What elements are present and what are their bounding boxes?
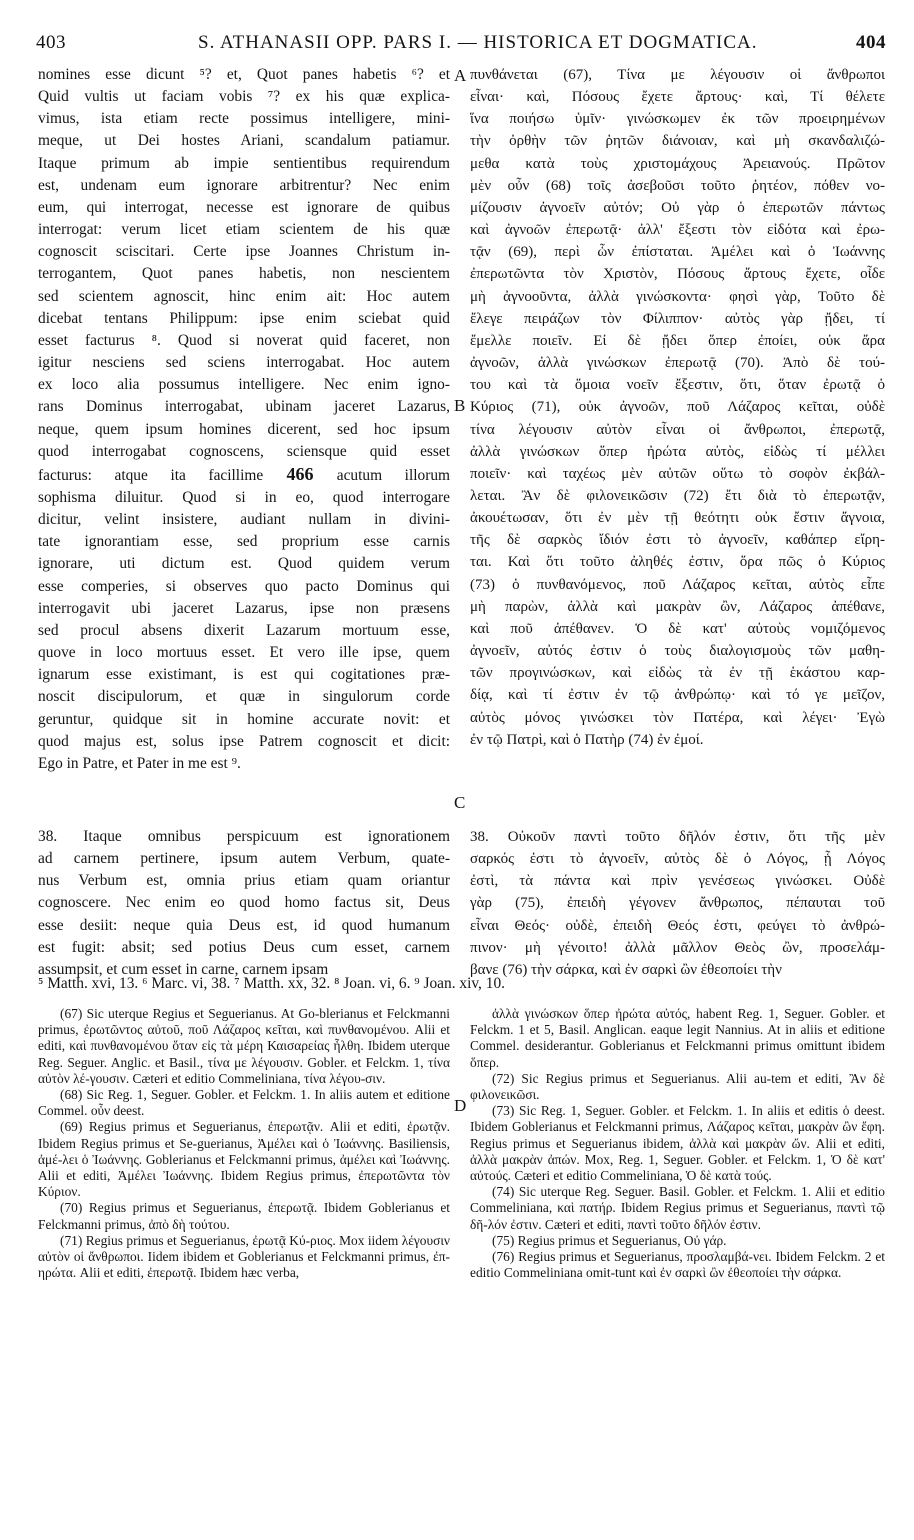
text-line: quod majus est, solus ipse Patrem cognoscit et dicit: xyxy=(38,732,450,750)
text-line: βανε (76) τὴν σάρκα, καὶ ἐν σαρκὶ ὢν ἐθεοποίει τὴν xyxy=(470,961,782,978)
text-line: ἀκουέτωσαν, ὅτι ἐν μὲν τῇ θεότητι οὐκ ἔστιν ἄγνοια, xyxy=(470,510,885,527)
page-number-right: 404 xyxy=(856,32,886,53)
text-line: εἶναι· καὶ, Πόσους ἔχετε ἄρτους· καὶ, Τί θέλετε xyxy=(470,89,885,106)
text-line: λεται. Ἂν δὲ φιλονεικῶσιν (72) ἔτι διὰ τὸ ἐπερωτᾷν, xyxy=(470,487,885,504)
footnote: (75) Regius primus et Seguerianus, Οὐ γάρ. xyxy=(492,1232,727,1248)
text-line: ἔλεγε πειράζων τὸν Φίλιππον· αὐτὸς γὰρ ᾔδει, τί xyxy=(470,310,885,327)
text-line: Quid vultis ut faciam vobis ⁷? ex his quæ explica- xyxy=(38,88,450,106)
notes-right-column xyxy=(470,1006,885,1281)
text-line: meque, ut Dei hostes Ariani, scandalum patiamur. xyxy=(38,132,450,150)
text-line: τᾷν (69), περὶ ὧν ἐπίσταται. Ἀμέλει καὶ ὁ Ἰωάννης xyxy=(470,244,885,261)
text-line: sed procul absens dixerit Lazarum mortuum esse, xyxy=(38,621,450,639)
text-line: ignarum esse existimant, is est qui cogitationes præ- xyxy=(38,666,450,684)
text-line: τὴν ὀρθὴν τῶν ῥητῶν διάνοιαν, καὶ μὴ σκανδαλιζώ- xyxy=(470,133,885,150)
footnote: (72) Sic Regius primus et Seguerianus. Alii au-tem et editi, Ἂν δὲ φιλονεικῶσι. xyxy=(470,1070,885,1103)
text-line: sed scientem agnoscit, hinc enim ait: Hoc autem xyxy=(38,287,450,305)
greek-column-upper xyxy=(470,64,885,751)
text-line: quod interrogabat cognoscens, sciensque quid esset xyxy=(38,442,450,460)
text-line: ται. Καὶ ὅτι τοῦτο ἀληθές ἐστιν, ὅρα πῶς ὁ Κύριος xyxy=(470,554,885,571)
text-line: ἵνα ποιήσω ὑμῖν· γινώσκωμεν ἐκ τῶν προειρημένων xyxy=(470,111,885,128)
text-line: quove in loco mortuus esset. Et vero ille ipse, quem xyxy=(38,644,450,662)
text-line: ἀγνοεῖν, αὐτός ἐστιν ὁ τοὺς διαλογισμοὺς τῶν μαθη- xyxy=(470,643,885,660)
text-line: cognoscit sciscitari. Certe ipse Joannes Christum in- xyxy=(38,243,450,261)
text-line: ἐστὶ, τὰ πάντα καὶ πρὶν γενέσεως γινώσκει. Οὐδὲ xyxy=(470,873,885,890)
text-line: μὴ ἀγνοοῦντα, ἀλλὰ γινώσκοντα· φησὶ γὰρ, Τοῦτο δὲ xyxy=(470,288,885,305)
text-line: ignorare, uti dictum est. Quod quidem verum xyxy=(38,555,450,573)
footnote: (69) Regius primus et Seguerianus, ἐπερωτᾷν. Alii et editi, ἐρωτᾷν. Ibidem Regius primus et Se-guerianus, Ἀμέλει καὶ ὁ Ἰωάννης. Basiliensis, ἀμέ-λει ὁ Ἰωάννης. Goblerianus et Felckmanni primus, ἀμέλει καὶ Ἰωάννης. Alii et editi, Ἀμέλει Ἰωάννης. Ibidem Regius primus, ἐπερωτῶντα τὸν Κύριον. xyxy=(38,1119,450,1200)
text-line: τίνα λέγουσιν αὐτὸν εἶναι οἱ ἄνθρωποι, ἐπερωτᾷ, xyxy=(470,421,885,438)
section-marker-c: C xyxy=(454,793,466,812)
footnote: (74) Sic uterque Reg. Seguer. Basil. Gobler. et Felckm. 1. Alii et editio Commeliniana, καὶ πατήρ. Ibidem Regius primus et Seguerianus, παντὶ τῷ δῆ-λόν ἐστιν. Cæteri et editi, παντὶ τοῦτο δῆλόν ἐστιν. xyxy=(470,1184,885,1232)
text-line: εἶναι Θεός· οὐδὲ, ἐπειδὴ Θεός ἐστι, φεύγει τὸ ἀνθρώ- xyxy=(470,917,885,934)
text-line: neque, quem ipsum homines dicerent, sed hoc ipsum xyxy=(38,420,450,438)
text-line: ex loco alia possumus intelligere. Nec enim igno- xyxy=(38,376,450,394)
footnote: (68) Sic Reg. 1, Seguer. Gobler. et Felckm. 1. In aliis autem et editione Commel. οὖν deest. xyxy=(38,1087,450,1119)
scripture-references: ⁵ Matth. xvi, 13. ⁶ Marc. vi, 38. ⁷ Matth. xx, 32. ⁸ Joan. vi, 6. ⁹ Joan. xiv, 10. xyxy=(38,975,505,992)
text-line: μὲν οὖν (68) τοῖς ἀσεβοῦσι τοῦτο ῥητέον, πόθεν νο- xyxy=(470,177,885,194)
page-number-left: 403 xyxy=(36,32,66,53)
text-line: rans Dominus interrogabat, ubinam jaceret Lazarus, xyxy=(38,398,450,416)
text-line: μίζουσιν ἀγνοεῖν αὐτόν; Οὐ γὰρ ὁ ἐπερωτῶν πάντως xyxy=(470,199,885,216)
section-marker-d: D xyxy=(454,1096,467,1115)
text-line: γὰρ (75), ἐπειδὴ γέγονεν ἄνθρωπος, πέπαυται τοῦ xyxy=(470,895,885,912)
text-line: ἔμελλε ποιεῖν. Εἰ δὲ ᾔδει ὅπερ ἐποίει, οὐκ ἄρα xyxy=(470,332,885,349)
text-line: interrogat: verum licet etiam scientem de his quæ xyxy=(38,221,450,239)
text-line: est, undenam eum ignorare arbitrentur? Nec enim xyxy=(38,176,450,194)
text-line: est fugit: absit; sed potius Deus cum esset, carnem xyxy=(38,938,450,956)
text-line xyxy=(38,463,450,487)
text-line: ἐν τῷ Πατρὶ, καὶ ὁ Πατὴρ (74) ἐν ἐμοί. xyxy=(470,731,704,748)
footnote: (76) Regius primus et Seguerianus, προσλαμβά-νει. Ibidem Felckm. 2 et editio Commeliniana omit-tunt καὶ ἐν σαρκὶ ὢν ἐθεοποίει τὴν σάρκα. xyxy=(470,1249,885,1281)
text-line: nomines esse dicunt ⁵? et, Quot panes habetis ⁶? et xyxy=(38,66,450,83)
text-line: Ego in Patre, et Pater in me est ⁹. xyxy=(38,754,241,772)
text-line: 38. Οὐκοῦν παντὶ τοῦτο δῆλόν ἐστιν, ὅτι τῆς μὲν xyxy=(470,829,885,845)
text-line: δίᾳ, καὶ τί ἐστιν ἐν τῷ ἀνθρώπῳ· καὶ τό γε μεῖζον, xyxy=(470,687,885,704)
text-line: τῶν προγινώσκων, καὶ εἰδὼς τὰ ἐν τῇ ἑκάστου καρ- xyxy=(470,665,885,682)
text-line: πυνθάνεται (67), Τίνα με λέγουσιν οἱ ἄνθρωποι xyxy=(470,67,885,83)
latin-paragraph-38 xyxy=(38,826,450,981)
section-marker-b: B xyxy=(454,396,466,415)
footnote: ἀλλὰ γινώσκων ὅπερ ἠρώτα αὐτός, habent Reg. 1, Seguer. Gobler. et Felckm. 1 et 5, Basil. Anglican. eaque legit Nannius. At in aliis et editione Commel. desiderantur. Goblerianus et Felckmanni primus omittunt ibidem ὅπερ. xyxy=(470,1006,885,1070)
text-line: dicebat tentans Philippum: ipse enim sciebat quid xyxy=(38,309,450,327)
text-line: dicitur, velint insistere, audiant nullam in divini- xyxy=(38,511,450,529)
text-fragment: acutum illorum xyxy=(336,466,450,484)
text-line: igitur nesciens sed sciens interrogabat. Hoc autem xyxy=(38,354,450,372)
text-line: πινον· μὴ γένοιτο! ἀλλὰ μᾶλλον Θεὸς ὢν, προσελάμ- xyxy=(470,939,885,956)
text-line: Κύριος (71), οὐκ ἀγνοῶν, ποῦ Λάζαρος κεῖται, οὐδὲ xyxy=(470,399,885,416)
footnote: (71) Regius primus et Seguerianus, ἐρωτᾷ Κύ-ριος. Mox iidem λέγουσιν αὐτὸν οἱ ἄνθρωποι. Iidem ibidem et Goblerianus et Felckmanni primus, ἐπ-ηρώτα. Alii et editi, ἐπερωτᾷ. Ibidem hæc verba, xyxy=(38,1232,450,1281)
text-line: 38. Itaque omnibus perspicuum est ignorationem xyxy=(38,828,450,845)
text-line: assumpsit, et cum esset in carne, carnem ipsam xyxy=(38,960,329,978)
text-line: nus Verbum est, omnia prius etiam quam oriantur xyxy=(38,872,450,890)
footnote: (70) Regius primus et Seguerianus, ἐπερωτᾷ. Ibidem Goblerianus et Felckmanni primus, ἀπὸ δὴ τούτου. xyxy=(38,1200,450,1232)
text-line: sophisma diluitur. Quod si in eo, quod interrogare xyxy=(38,488,450,506)
text-line: tate ignorantiam esse, sed proprium esse carnis xyxy=(38,533,450,551)
text-line: σαρκός ἐστι τὸ ἀγνοεῖν, αὐτὸς δὲ ὁ Λόγος, ᾗ Λόγος xyxy=(470,851,885,868)
text-line: καὶ ποῦ ἀπέθανεν. Ὁ δὲ κατ' αὐτοὺς νομιζόμενος xyxy=(470,620,885,637)
greek-paragraph-38 xyxy=(470,826,885,981)
text-line: Itaque primum ab impie sentientibus requirendum xyxy=(38,154,450,172)
text-line: ad carnem pertinere, ipsum autem Verbum, quate- xyxy=(38,850,450,868)
text-line: ἀλλὰ γινώσκων ὅπερ ἠρώτα αὐτὸς, εἰδὼς τί μέλλει xyxy=(470,443,885,460)
running-title: S. ATHANASII OPP. PARS I. — HISTORICA ET DOGMATICA. xyxy=(198,32,758,53)
text-line: esse desiit: neque quia Deus est, id quod humanum xyxy=(38,916,450,934)
text-line: τῆς δὲ σαρκὸς ἴδιόν ἐστι τὸ ἀγνοεῖν, καθάπερ εἴρη- xyxy=(470,532,885,549)
text-line: ἐπερωτῶντα τὸν Χριστὸν, Πόσους ἄρτους ἔχετε, οἶδε xyxy=(470,266,885,283)
text-line: terrogantem, Quot panes habetis, non nescientem xyxy=(38,265,450,283)
text-line: geruntur, quidque sit in homine accurate novit: et xyxy=(38,710,450,728)
text-line: esse comperies, si observes quo pacto Dominus qui xyxy=(38,577,450,595)
section-marker-a: A xyxy=(454,66,467,85)
column-number-466: 466 xyxy=(263,463,337,484)
running-header xyxy=(28,26,892,58)
text-line: esset facturus ⁸. Quod si noverat quid faceret, non xyxy=(38,331,450,349)
text-line: interrogavit ubi jaceret Lazarus, ipse non præsens xyxy=(38,599,450,617)
text-line: μὴ παρὼν, ἀλλὰ καὶ μακρὰν ὢν, Λάζαρος ἀπέθανε, xyxy=(470,598,885,615)
text-line: (73) ὁ πυνθανόμενος, ποῦ Λάζαρος κεῖται, αὐτὸς εἶπε xyxy=(470,576,885,593)
text-line: αὐτὸς μόνος γινώσκει τὸν Πατέρα, καὶ λέγει· Ἐγὼ xyxy=(470,709,885,726)
text-line: vimus, ista etiam recte possimus intelligere, mini- xyxy=(38,110,450,128)
text-line: του καὶ τὰ ὅμοια νοεῖν ἔξεστιν, ὅτι, ὅταν ἐρωτᾷ ὁ xyxy=(470,377,885,394)
latin-column-upper xyxy=(38,64,450,775)
text-line: eum, qui interrogat, necesse est ignorare de quibus xyxy=(38,198,450,216)
text-line: μεθα κατὰ τοὺς χριστομάχους Ἀρειανούς. Πρῶτον xyxy=(470,155,885,172)
notes-left-column xyxy=(38,1006,450,1281)
text-line: καὶ ἀγνοῶν ἐπερωτᾷ· ἀλλ' ἔξεστι τὸν εἰδότα καὶ ἐρω- xyxy=(470,222,885,239)
footnote: (67) Sic uterque Regius et Seguerianus. At Go-blerianus et Felckmanni primus, ἐρωτῶντος αὐτοῦ, ποῦ Λάζαρος κεῖται, καὶ πυνθανομένου. Alii et editi, καὶ πυνθανομένου ὅταν εἰς τὰ μέρη Καισαρείας ἦλθη. Ibidem uterque Reg. Seguer. Anglic. et Basil., τίνα με λέγουσιν. Gobler. et Felckm. 1, τίνα αὐτὸν λέ-γουσιν. Cæteri et editio Commeliniana, τίνα λέγου-σιν. xyxy=(38,1006,450,1086)
text-fragment: facturus: atque ita facillime xyxy=(38,466,264,484)
footnote: (73) Sic Reg. 1, Seguer. Gobler. et Felckm. 1. In aliis et editis ὁ deest. Ibidem Goblerianus et Felckmanni primus, Λάζαρος κεῖται, μακρὰν ὢν ἔφη. Regius primus et Seguerianus ibidem, ἀλλὰ καὶ μακρὰν ὤν. Alii et editi, ἀλλὰ μακρὰν ἀπών. Mox, Reg. 1, Seguer. Gobler. et Felckm. 1, Ὁ δὲ κατ' αὐτούς. Cæteri et editio Commeliniana, Ὁ δὲ κατὰ τούς. xyxy=(470,1103,885,1184)
text-line: ἀγνοῶν, ἀλλὰ γινώσκων ἐπερωτᾷ (70). Ἀπὸ δὲ τού- xyxy=(470,355,885,372)
text-line: ποιεῖν· καὶ ταχέως μὲν αὐτῶν οὕτω τὸ σοφὸν ἐκβάλ- xyxy=(470,465,885,482)
text-line: cognoscere. Nec enim eo quod homo factus sit, Deus xyxy=(38,894,450,912)
text-line: noscit discipulorum, et quæ in singulorum corde xyxy=(38,688,450,706)
